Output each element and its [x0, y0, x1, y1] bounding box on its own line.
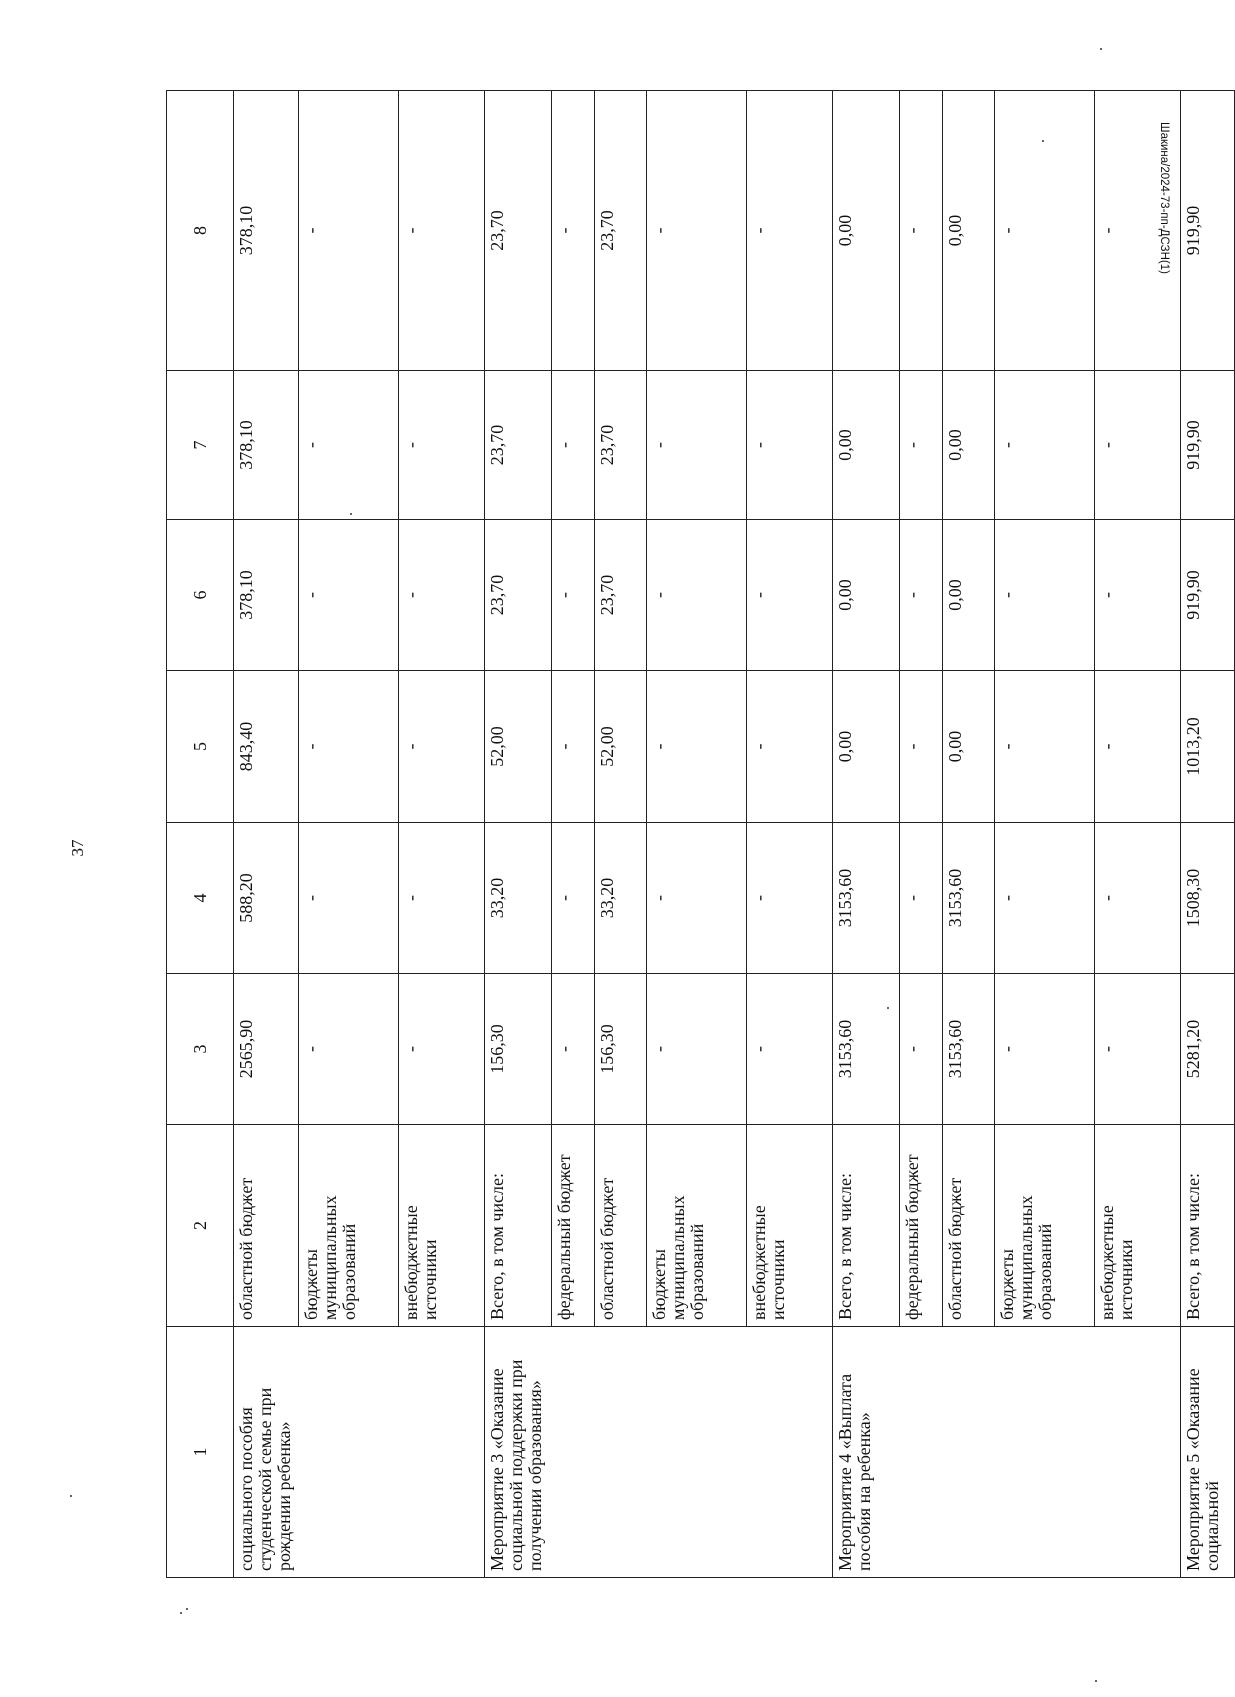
- scan-speck: [1100, 48, 1102, 50]
- funding-source-cell: федеральный бюджет: [552, 1125, 595, 1327]
- amount-cell: -: [995, 371, 1095, 520]
- amount-cell: 378,10: [234, 371, 299, 520]
- funding-source-cell: Всего, в том числе:: [485, 1125, 552, 1327]
- funding-source-cell: внебюджетные источники: [747, 1125, 833, 1327]
- amount-cell: -: [399, 671, 485, 823]
- table-body: [167, 91, 1235, 1578]
- amount-cell: 919,90: [1181, 91, 1235, 371]
- amount-cell: -: [995, 91, 1095, 371]
- amount-cell: 5281,20: [1181, 974, 1235, 1125]
- amount-cell: -: [647, 371, 747, 520]
- amount-cell: -: [1095, 823, 1181, 974]
- column-number-header: 2: [167, 1125, 234, 1327]
- amount-cell: 1013,20: [1181, 671, 1235, 823]
- amount-cell: 3153,60: [943, 823, 995, 974]
- page-number: 37: [68, 839, 87, 857]
- scan-speck: [180, 1612, 182, 1614]
- table-row: [485, 91, 552, 1578]
- amount-cell: -: [995, 974, 1095, 1125]
- amount-cell: -: [900, 520, 943, 671]
- amount-cell: -: [995, 671, 1095, 823]
- amount-cell: 0,00: [943, 671, 995, 823]
- amount-cell: 919,90: [1181, 371, 1235, 520]
- amount-cell: 33,20: [485, 823, 552, 974]
- funding-source-cell: областной бюджет: [595, 1125, 647, 1327]
- amount-cell: 3153,60: [943, 974, 995, 1125]
- amount-cell: 0,00: [833, 371, 900, 520]
- amount-cell: -: [647, 91, 747, 371]
- event-name-cell: Мероприятие 4 «Выплата пособия на ребенка»: [833, 1327, 1181, 1578]
- amount-cell: 0,00: [943, 91, 995, 371]
- amount-cell: -: [747, 371, 833, 520]
- amount-cell: -: [995, 520, 1095, 671]
- amount-cell: -: [900, 823, 943, 974]
- amount-cell: -: [747, 823, 833, 974]
- amount-cell: -: [552, 823, 595, 974]
- funding-source-cell: внебюджетные источники: [1095, 1125, 1181, 1327]
- event-name-cell: Мероприятие 3 «Оказание социальной поддержки при получении образования»: [485, 1327, 833, 1578]
- amount-cell: -: [552, 974, 595, 1125]
- amount-cell: -: [900, 91, 943, 371]
- amount-cell: 0,00: [833, 520, 900, 671]
- event-name-cell: социального пособия студенческой семье при рождении ребенка»: [234, 1327, 485, 1578]
- amount-cell: -: [747, 671, 833, 823]
- table-row: [1181, 91, 1235, 1578]
- amount-cell: 1508,30: [1181, 823, 1235, 974]
- amount-cell: 23,70: [595, 371, 647, 520]
- scan-speck: [887, 1007, 889, 1009]
- amount-cell: -: [552, 371, 595, 520]
- amount-cell: -: [647, 823, 747, 974]
- amount-cell: -: [299, 671, 399, 823]
- amount-cell: 3153,60: [833, 974, 900, 1125]
- amount-cell: 0,00: [943, 520, 995, 671]
- table-row: [234, 91, 299, 1578]
- funding-source-cell: Всего, в том числе:: [833, 1125, 900, 1327]
- amount-cell: 23,70: [595, 91, 647, 371]
- column-number-header: 8: [167, 91, 234, 371]
- amount-cell: -: [399, 371, 485, 520]
- amount-cell: -: [552, 91, 595, 371]
- amount-cell: 378,10: [234, 520, 299, 671]
- amount-cell: 23,70: [595, 520, 647, 671]
- funding-source-cell: областной бюджет: [234, 1125, 299, 1327]
- amount-cell: -: [1095, 671, 1181, 823]
- amount-cell: -: [299, 371, 399, 520]
- funding-source-cell: бюджеты муниципальных образований: [299, 1125, 399, 1327]
- funding-source-cell: внебюджетные источники: [399, 1125, 485, 1327]
- amount-cell: 3153,60: [833, 823, 900, 974]
- amount-cell: -: [900, 974, 943, 1125]
- column-number-header: 5: [167, 671, 234, 823]
- scan-speck: [186, 1608, 188, 1610]
- column-number-header: 4: [167, 823, 234, 974]
- amount-cell: -: [1095, 974, 1181, 1125]
- amount-cell: -: [747, 91, 833, 371]
- amount-cell: 0,00: [833, 91, 900, 371]
- table-row: [833, 91, 900, 1578]
- amount-cell: -: [747, 974, 833, 1125]
- document-code: Шакина/2024-73-пп-ДСЗН(1): [1158, 122, 1170, 274]
- column-number-header: 6: [167, 520, 234, 671]
- funding-source-cell: федеральный бюджет: [900, 1125, 943, 1327]
- amount-cell: -: [299, 91, 399, 371]
- budget-table: [166, 90, 1235, 1578]
- amount-cell: 33,20: [595, 823, 647, 974]
- amount-cell: -: [747, 520, 833, 671]
- scan-speck: [350, 513, 352, 515]
- amount-cell: -: [900, 371, 943, 520]
- amount-cell: -: [647, 671, 747, 823]
- funding-source-cell: Всего, в том числе:: [1181, 1125, 1235, 1327]
- amount-cell: -: [552, 671, 595, 823]
- amount-cell: 588,20: [234, 823, 299, 974]
- amount-cell: 378,10: [234, 91, 299, 371]
- funding-source-cell: бюджеты муниципальных образований: [995, 1125, 1095, 1327]
- amount-cell: -: [1095, 371, 1181, 520]
- amount-cell: -: [399, 974, 485, 1125]
- amount-cell: -: [552, 520, 595, 671]
- scan-speck: [1042, 140, 1044, 142]
- amount-cell: 0,00: [943, 371, 995, 520]
- scan-speck: [1095, 1680, 1097, 1682]
- event-name-cell: Мероприятие 5 «Оказание социальной: [1181, 1327, 1235, 1578]
- funding-source-cell: бюджеты муниципальных образований: [647, 1125, 747, 1327]
- amount-cell: 156,30: [485, 974, 552, 1125]
- amount-cell: -: [647, 974, 747, 1125]
- amount-cell: 0,00: [833, 671, 900, 823]
- amount-cell: 23,70: [485, 520, 552, 671]
- column-number-header: 1: [167, 1327, 234, 1578]
- amount-cell: 919,90: [1181, 520, 1235, 671]
- amount-cell: -: [399, 520, 485, 671]
- amount-cell: -: [399, 91, 485, 371]
- amount-cell: -: [299, 823, 399, 974]
- amount-cell: -: [399, 823, 485, 974]
- amount-cell: -: [647, 520, 747, 671]
- amount-cell: 2565,90: [234, 974, 299, 1125]
- amount-cell: -: [299, 974, 399, 1125]
- amount-cell: -: [995, 823, 1095, 974]
- funding-source-cell: областной бюджет: [943, 1125, 995, 1327]
- scan-speck: [70, 1495, 72, 1497]
- amount-cell: -: [900, 671, 943, 823]
- amount-cell: 23,70: [485, 371, 552, 520]
- column-number-header: 3: [167, 974, 234, 1125]
- amount-cell: -: [299, 520, 399, 671]
- header-row: [167, 91, 234, 1578]
- amount-cell: -: [1095, 91, 1181, 371]
- amount-cell: 843,40: [234, 671, 299, 823]
- amount-cell: -: [1095, 520, 1181, 671]
- amount-cell: 52,00: [485, 671, 552, 823]
- amount-cell: 52,00: [595, 671, 647, 823]
- amount-cell: 156,30: [595, 974, 647, 1125]
- amount-cell: 23,70: [485, 91, 552, 371]
- column-number-header: 7: [167, 371, 234, 520]
